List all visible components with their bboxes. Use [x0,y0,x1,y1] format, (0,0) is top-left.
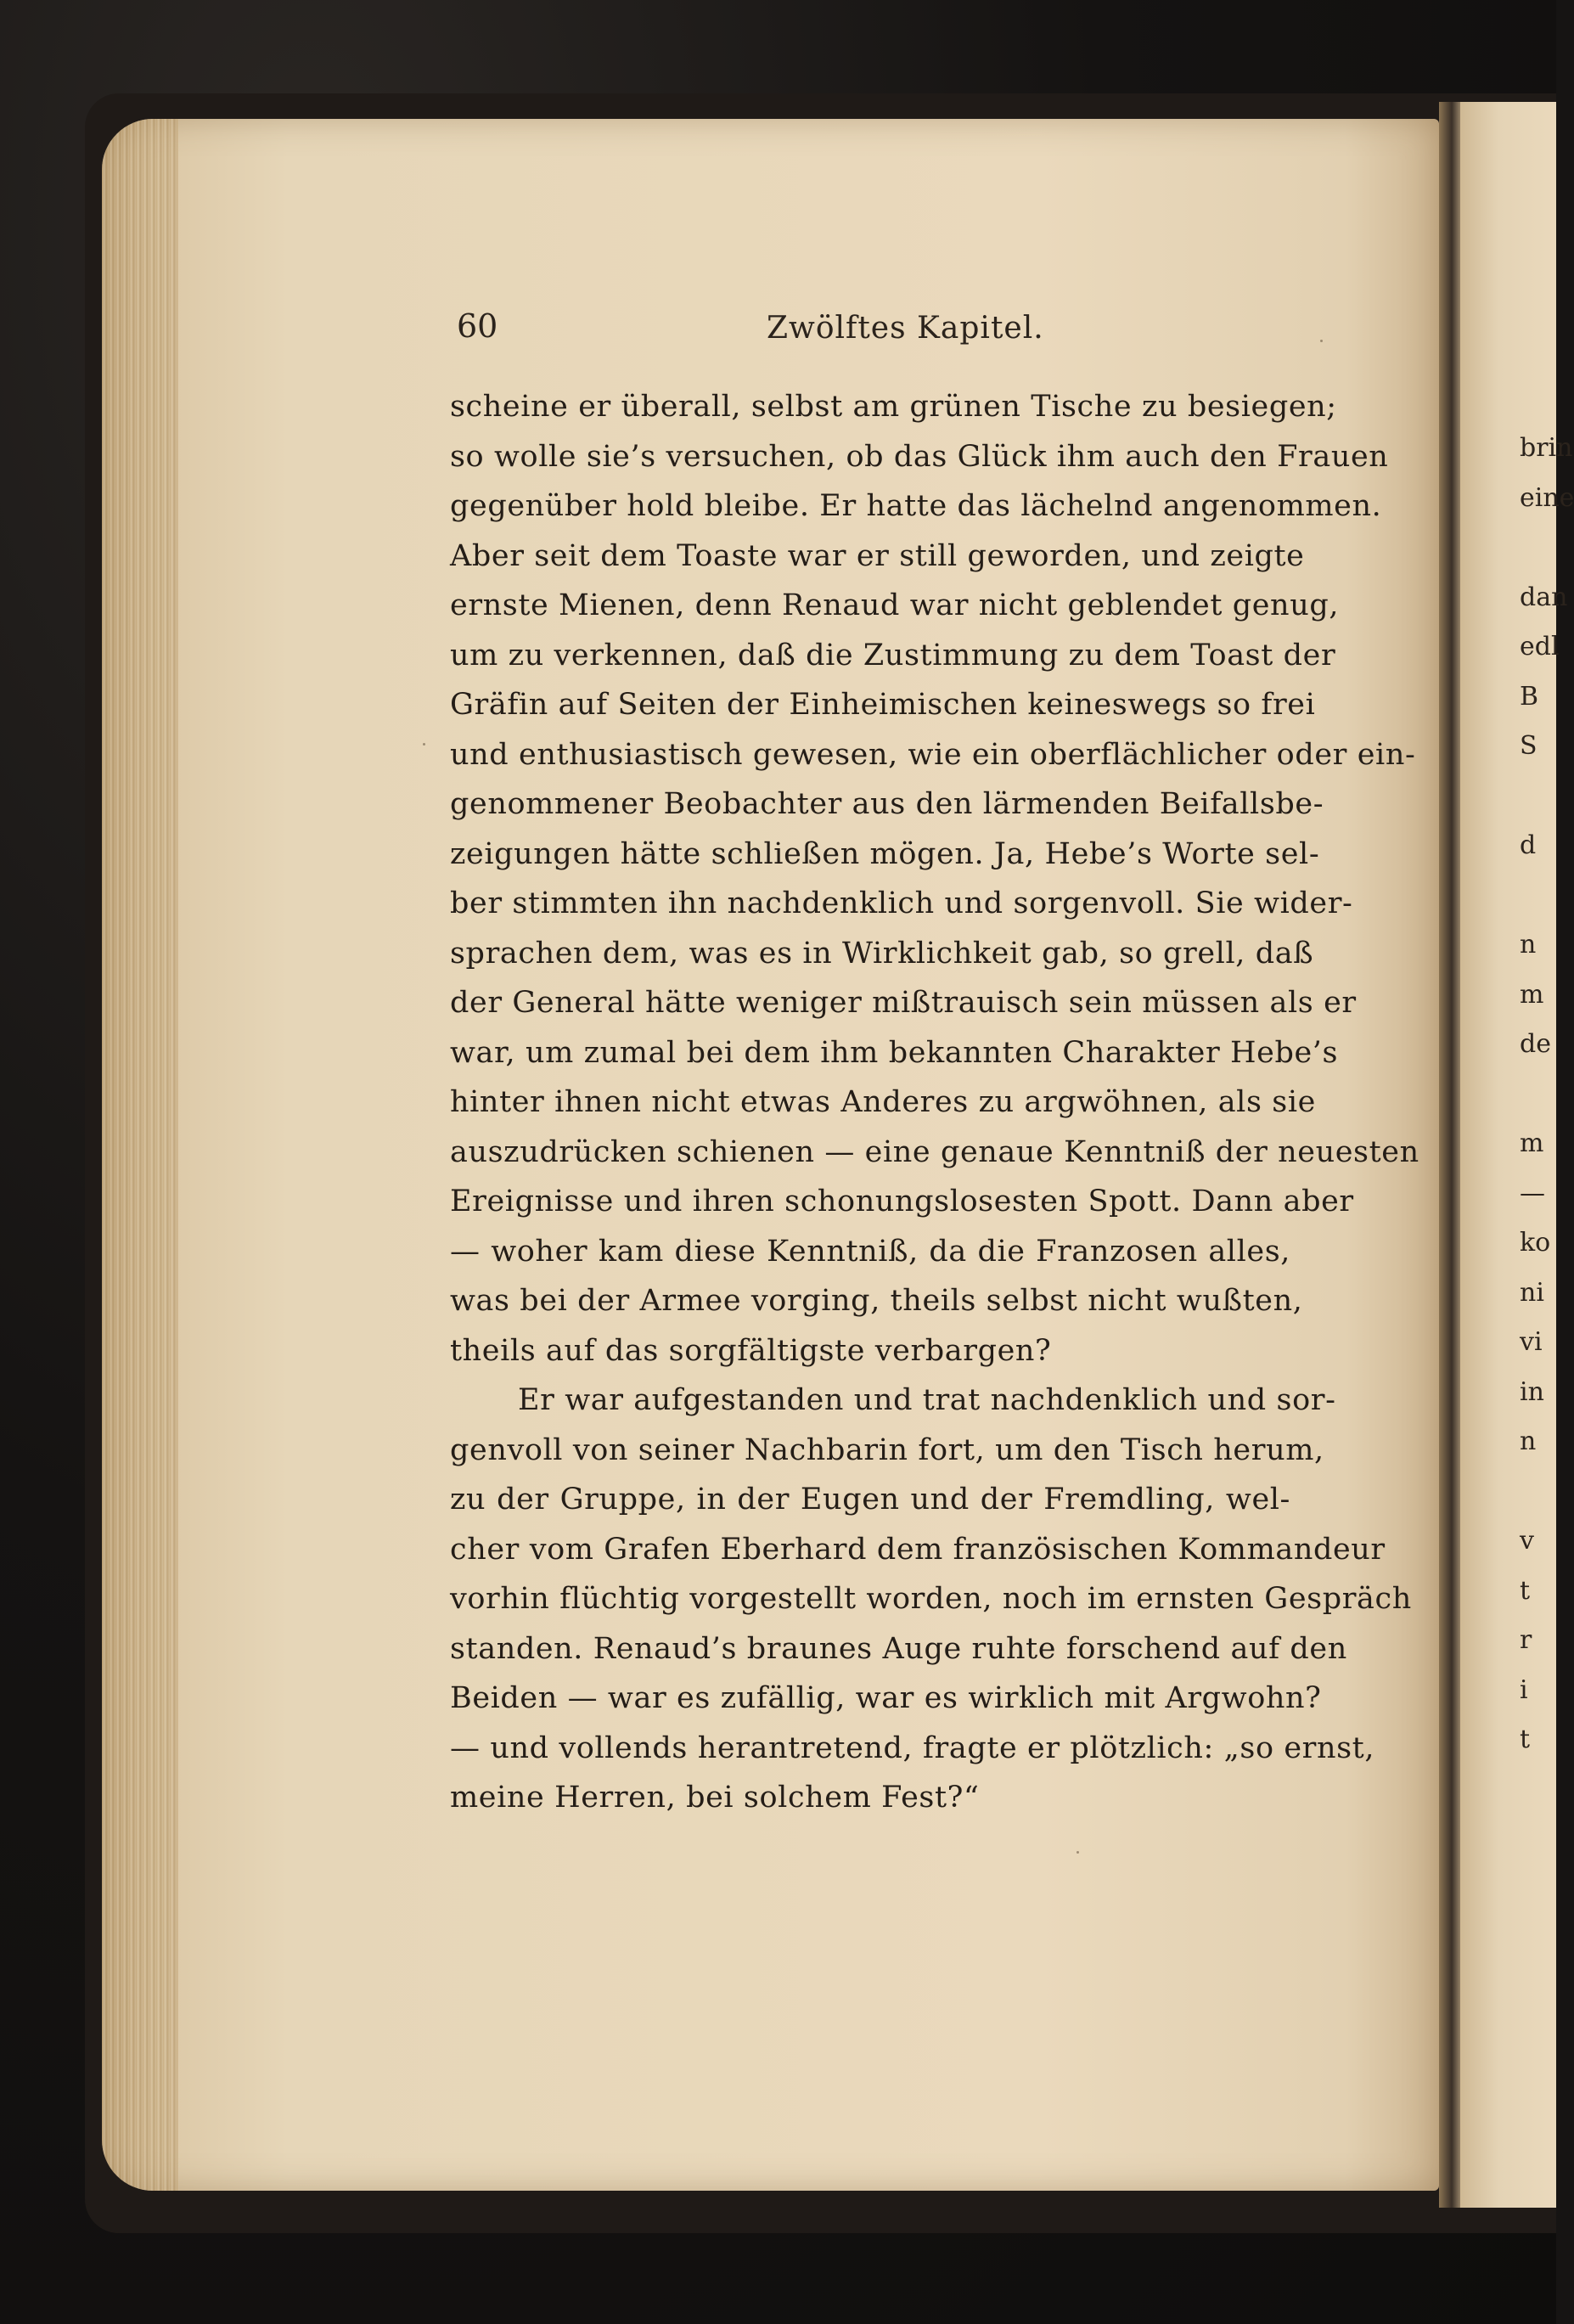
facing-page-fragment: brin [1520,433,1573,463]
facing-page-fragment: in [1520,1376,1544,1407]
facing-page-fragment: m [1520,1128,1544,1158]
facing-page-fragment: — [1520,1178,1545,1208]
facing-page-fragment: ni [1520,1277,1544,1308]
text-line: war, um zumal bei dem ihm bekannten Charakter Hebe’s [450,1035,1339,1070]
text-line: cher vom Grafen Eberhard dem französischen Kommandeur [450,1532,1386,1567]
facing-page-fragment: eine [1520,482,1574,513]
text-line: genvoll von seiner Nachbarin fort, um den Tisch herum, [450,1432,1324,1467]
text-line: was bei der Armee vorging, theils selbst nicht wußten, [450,1284,1303,1318]
text-line: zu der Gruppe, in der Eugen und der Fremdling, wel- [450,1483,1290,1517]
text-line: meine Herren, bei solchem Fest?“ [450,1781,980,1815]
text-line: Beiden — war es zufällig, war es wirklich mit Argwohn? [450,1681,1322,1715]
text-line: Gräfin auf Seiten der Einheimischen keineswegs so frei [450,688,1316,722]
facing-page-fragment: de [1520,1029,1551,1059]
text-line: — und vollends herantretend, fragte er plötzlich: „so ernst, [450,1730,1375,1765]
text-line: und enthusiastisch gewesen, wie ein oberflächlicher oder ein- [450,737,1416,772]
facing-page-fragment: ko [1520,1228,1551,1258]
text-line: um zu verkennen, daß die Zustimmung zu dem Toast der [450,638,1336,672]
text-line: so wolle sie’s versuchen, ob das Glück ihm auch den Frauen [450,439,1389,474]
text-line: genommener Beobachter aus den lärmenden Beifallsbe- [450,787,1324,821]
text-line: Ereignisse und ihren schonungslosesten Spott. Dann aber [450,1185,1354,1218]
paper-speck [1077,1851,1079,1854]
facing-page-fragment: dan [1520,582,1568,612]
text-line: Aber seit dem Toaste war er still geworden, und zeigte [450,538,1305,573]
text-line: vorhin flüchtig vorgestellt worden, noch im ernsten Gespräch [450,1582,1412,1616]
paper-speck [423,743,425,746]
chapter-title: Zwölftes Kapitel. [767,311,1044,346]
facing-page-fragment: t [1520,1725,1531,1754]
facing-page-fragment: B [1520,681,1539,712]
page-number: 60 [457,307,498,345]
text-line: ernste Mienen, denn Renaud war nicht geblendet genug, [450,588,1340,622]
text-line: Er war aufgestanden und trat nachdenklich und sor- [518,1383,1336,1417]
text-line: scheine er überall, selbst am grünen Tische zu besiegen; [450,390,1337,424]
facing-page-fragment: n [1520,1426,1537,1456]
facing-page-fragment: n [1520,930,1537,959]
facing-page-fragment: d [1520,830,1537,860]
body-text [450,382,1419,1823]
text-line: auszudrücken schienen — eine genaue Kenntniß der neuesten [450,1134,1419,1169]
facing-page-fragment: i [1520,1674,1528,1705]
facing-page-fragment: r [1520,1625,1532,1655]
text-line: sprachen dem, was es in Wirklichkeit gab, so grell, daß [450,936,1314,971]
text-line: der General hätte weniger mißtrauisch sein müssen als er [450,986,1357,1020]
facing-page-fragment: S [1520,731,1537,761]
text-line: ber stimmten ihn nachdenklich und sorgenvoll. Sie wider- [450,886,1353,920]
text-line: gegenüber hold bleibe. Er hatte das lächelnd angenommen. [450,489,1382,523]
text-line: — woher kam diese Kenntniß, da die Franzosen alles, [450,1234,1290,1269]
facing-page-fragment: vi [1520,1327,1543,1357]
text-line: hinter ihnen nicht etwas Anderes zu argwöhnen, als sie [450,1085,1316,1119]
text-line: zeigungen hätte schließen mögen. Ja, Hebe’s Worte sel- [450,836,1320,871]
facing-page-fragment: v [1520,1526,1534,1556]
paper-speck [1320,340,1323,342]
facing-page-fragment: t [1520,1575,1531,1606]
text-line: standen. Renaud’s braunes Auge ruhte forschend auf den [450,1631,1347,1666]
facing-page-fragment: m [1520,979,1544,1010]
facing-page-fragment: edl [1520,632,1560,661]
text-line: theils auf das sorgfältigste verbargen? [450,1333,1052,1368]
